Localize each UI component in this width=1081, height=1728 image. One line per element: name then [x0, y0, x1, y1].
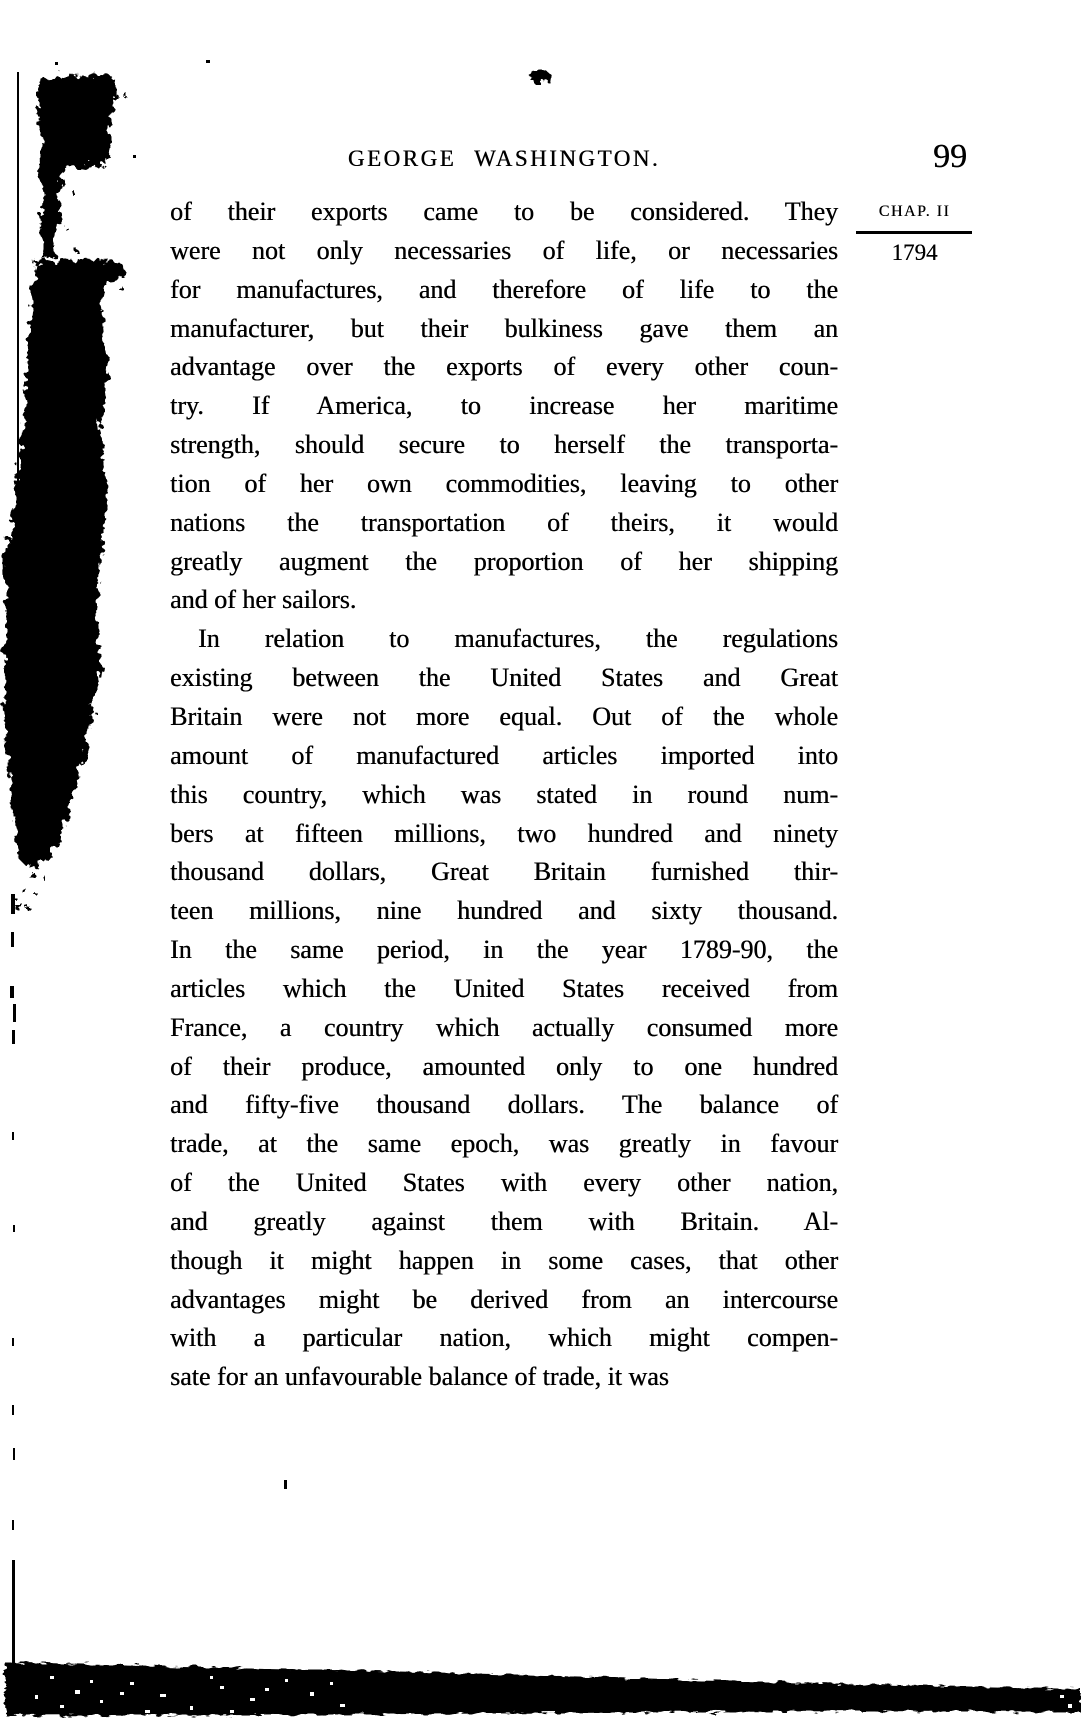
text-line: of their exports came to be considered. They: [170, 197, 838, 226]
text-line: advantages might be derived from an intercourse: [170, 1284, 838, 1314]
scan-artifact-bottom-band: [5, 1662, 1081, 1716]
text-line: France, a country which actually consumed more: [170, 1012, 838, 1042]
text-line: try. If America, to increase her maritime: [170, 391, 838, 421]
text-line: existing between the United States and Great: [170, 663, 838, 693]
text-line: bers at fifteen millions, two hundred and ninety: [170, 818, 838, 848]
text-line: teen millions, nine hundred and sixty thousand.: [170, 896, 838, 926]
text-line: advantage over the exports of every other coun-: [170, 352, 838, 382]
text-line: though it might happen in some cases, that other: [170, 1245, 838, 1275]
text-line: In relation to manufactures, the regulations: [198, 624, 838, 654]
scan-artifact-gutter-shadow: [4, 74, 128, 910]
text-line: and fifty-five thousand dollars. The balance of: [170, 1090, 838, 1120]
text-line: of the United States with every other nation,: [170, 1168, 838, 1198]
body-text: [170, 193, 838, 1397]
text-line: this country, which was stated in round num-: [170, 779, 838, 809]
scan-artifact-top-blob: [530, 69, 550, 84]
text-line: of their produce, amounted only to one hundred: [170, 1051, 838, 1081]
scan-artifact-band-texture: [35, 1676, 1072, 1713]
text-line: manufacturer, but their bulkiness gave them an: [170, 313, 838, 343]
text-line: sate for an unfavourable balance of trade, it was: [170, 1362, 669, 1392]
text-line: with a particular nation, which might compen-: [170, 1323, 838, 1353]
text-line: and of her sailors.: [170, 585, 357, 615]
text-line: nations the transportation of theirs, it would: [170, 507, 838, 537]
scan-artifact-gutter-line: [10, 72, 19, 1664]
page-number: 99: [933, 138, 967, 175]
margin-note-year: 1794: [891, 240, 938, 265]
chapter-rule: [856, 231, 972, 234]
text-line: trade, at the same epoch, was greatly in favour: [170, 1129, 838, 1159]
text-line: tion of her own commodities, leaving to other: [170, 468, 838, 498]
text-line: Britain were not more equal. Out of the whole: [170, 701, 838, 731]
text-line: greatly augment the proportion of her shipping: [170, 546, 838, 576]
text-line: for manufactures, and therefore of life to the: [170, 274, 838, 304]
margin-note-chapter: CHAP. II: [878, 203, 951, 220]
text-line: strength, should secure to herself the transporta-: [170, 430, 838, 460]
text-line: and greatly against them with Britain. Al-: [170, 1206, 838, 1236]
page-header-title: GEORGE WASHINGTON.: [347, 146, 661, 171]
text-line: amount of manufactured articles imported into: [170, 740, 838, 770]
text-line: articles which the United States received from: [170, 973, 838, 1003]
text-line: In the same period, in the year 1789-90, the: [170, 935, 838, 965]
text-line: were not only necessaries of life, or necessaries: [170, 235, 838, 265]
text-line: thousand dollars, Great Britain furnished thir-: [170, 857, 838, 887]
